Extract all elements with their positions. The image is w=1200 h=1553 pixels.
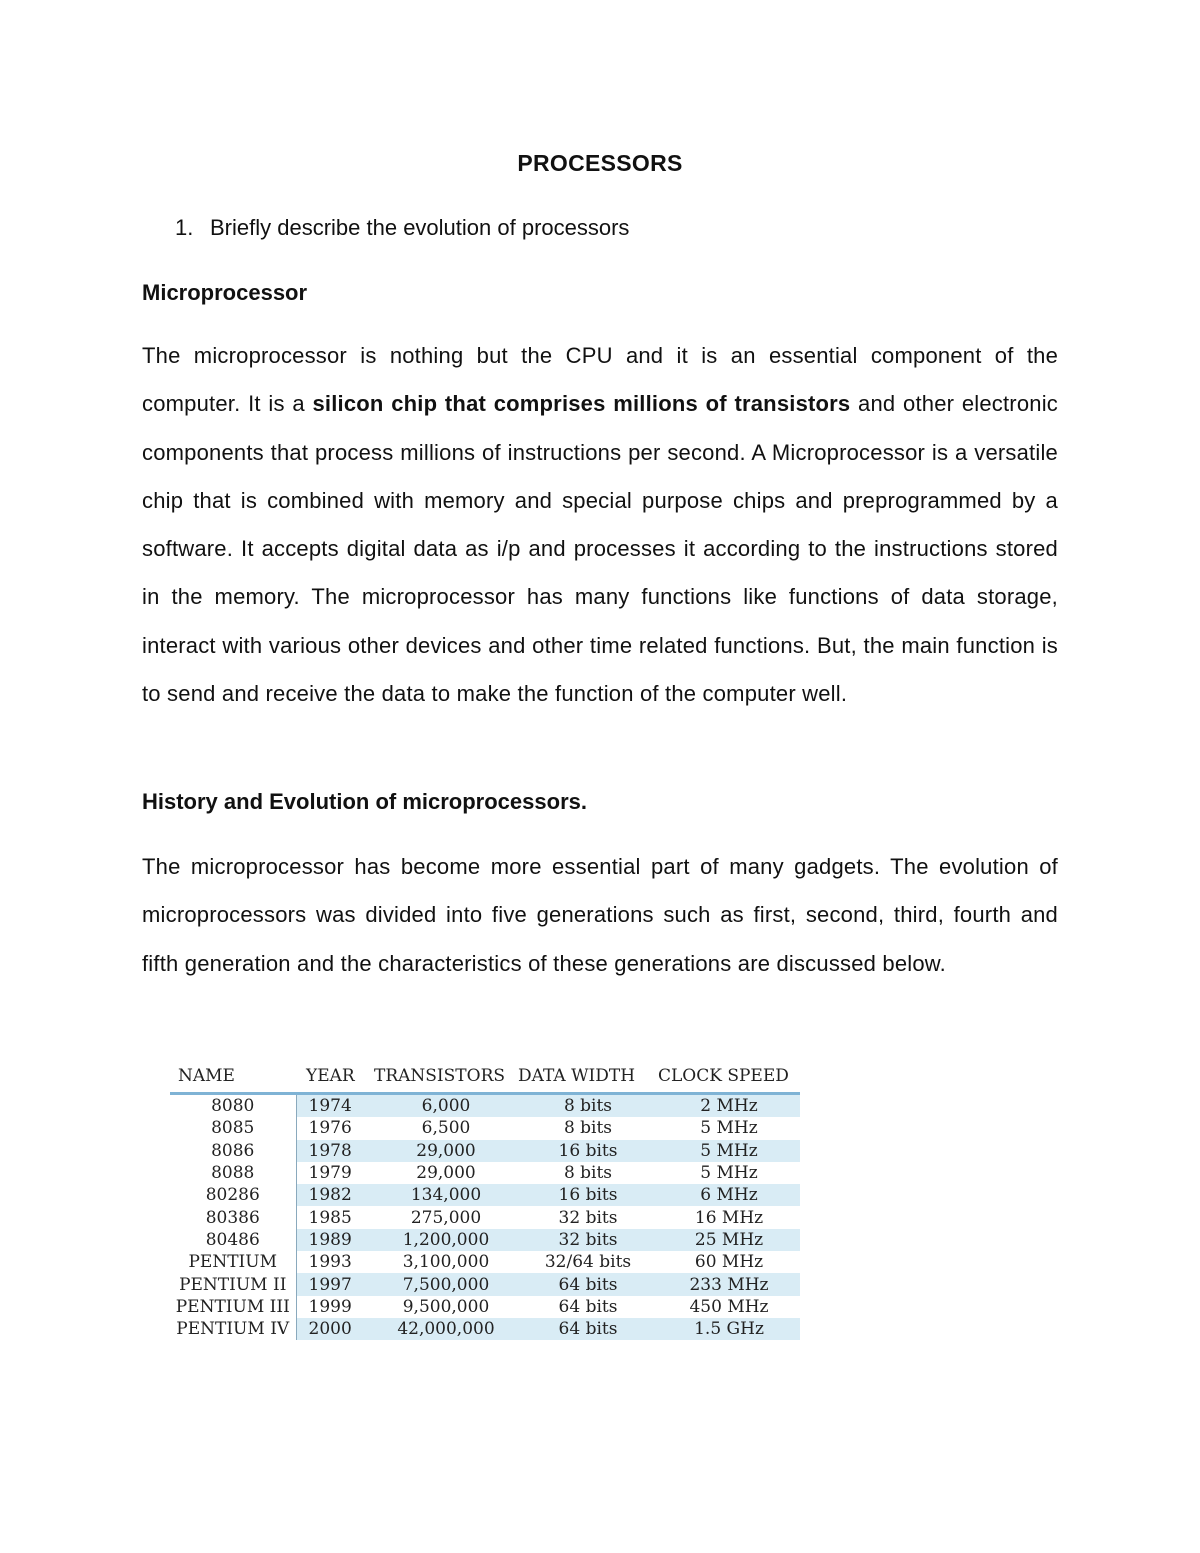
cell-data-width: 16 bits — [518, 1184, 658, 1206]
cell-clock-speed: 5 MHz — [700, 1163, 758, 1184]
cell-transistors: 1,200,000 — [374, 1229, 518, 1251]
cell-transistors: 134,000 — [374, 1184, 518, 1206]
cell-data-width: 8 bits — [563, 1118, 613, 1139]
cell-year: 1978 — [296, 1140, 374, 1162]
question-text: Briefly describe the evolution of processors — [210, 215, 630, 240]
cell-name: PENTIUM III — [170, 1296, 296, 1318]
column-header-clock-speed: CLOCK SPEED — [658, 1062, 800, 1094]
table-row — [170, 1206, 800, 1228]
paragraph-text-end: and other electronic components that process millions of instructions per second. A Microprocessor is a versatile chip that is combined with memory and special purpose chips and preprogrammed by a software. It accepts digital data as i/p and processes it according to the instructions stored in the memory. The microprocessor has many functions like functions of data storage, interact with various other devices and other time related functions. But, the main function is to send and receive the data to make the function of the computer well. — [142, 391, 1058, 707]
cell-transistors: 7,500,000 — [374, 1273, 518, 1295]
cell-data-width: 64 bits — [518, 1273, 658, 1295]
cell-name: 8086 — [170, 1140, 296, 1162]
microprocessor-paragraph — [142, 332, 1058, 718]
cell-transistors: 3,100,000 — [402, 1252, 490, 1273]
cell-transistors: 6,500 — [421, 1118, 471, 1139]
cell-year: 1985 — [308, 1207, 352, 1228]
section-heading-microprocessor: Microprocessor — [142, 280, 308, 305]
column-header-name: NAME — [170, 1062, 296, 1094]
column-header-year: YEAR — [296, 1062, 374, 1094]
table-row — [170, 1094, 800, 1118]
paragraph-text-start: The microprocessor is nothing but the CPU and it is an essential component of the computer. It is a — [142, 343, 1058, 417]
table-header-row — [170, 1062, 800, 1094]
cell-data-width: 32 bits — [558, 1207, 618, 1228]
table-row — [170, 1318, 800, 1340]
table-row — [170, 1117, 800, 1139]
cell-clock-speed: 450 MHz — [689, 1296, 769, 1317]
cell-year: 1974 — [296, 1094, 374, 1118]
cell-name: PENTIUM — [170, 1251, 296, 1273]
cell-data-width: 64 bits — [518, 1318, 658, 1340]
cell-data-width: 8 bits — [518, 1094, 658, 1118]
table-row — [170, 1251, 800, 1273]
table-row — [170, 1273, 800, 1295]
cell-name: 80286 — [170, 1184, 296, 1206]
table-row — [170, 1162, 800, 1184]
cell-data-width: 64 bits — [558, 1296, 618, 1317]
cell-data-width: 32/64 bits — [544, 1252, 632, 1273]
cell-clock-speed: 1.5 GHz — [658, 1318, 800, 1340]
cell-clock-speed: 5 MHz — [658, 1140, 800, 1162]
cell-year: 1989 — [296, 1229, 374, 1251]
cell-year: 1999 — [308, 1296, 352, 1317]
cell-name: 80486 — [170, 1229, 296, 1251]
cell-clock-speed: 2 MHz — [658, 1094, 800, 1118]
cell-clock-speed: 60 MHz — [694, 1252, 764, 1273]
table-row — [170, 1184, 800, 1206]
table-row — [170, 1296, 800, 1318]
page-title: PROCESSORS — [517, 150, 683, 176]
column-header-transistors: TRANSISTORS — [374, 1062, 518, 1094]
cell-name: 80386 — [170, 1206, 296, 1228]
cell-year: 1982 — [296, 1184, 374, 1206]
cell-year: 1997 — [296, 1273, 374, 1295]
cell-name: 8080 — [170, 1094, 296, 1118]
table-row — [170, 1140, 800, 1162]
cell-name: PENTIUM II — [170, 1273, 296, 1295]
cell-clock-speed: 233 MHz — [658, 1273, 800, 1295]
cell-name: 8088 — [170, 1162, 296, 1184]
processor-table — [170, 1062, 789, 1340]
cell-clock-speed: 25 MHz — [658, 1229, 800, 1251]
cell-transistors: 29,000 — [374, 1140, 518, 1162]
cell-clock-speed: 16 MHz — [694, 1207, 764, 1228]
cell-clock-speed: 5 MHz — [700, 1118, 758, 1139]
table-row — [170, 1229, 800, 1251]
paragraph-bold-text: silicon chip that comprises millions of transistors — [312, 391, 851, 417]
cell-transistors: 275,000 — [410, 1207, 482, 1228]
cell-data-width: 16 bits — [518, 1140, 658, 1162]
cell-transistors: 6,000 — [374, 1094, 518, 1118]
section-heading-history: History and Evolution of microprocessors. — [142, 789, 587, 814]
column-header-data-width: DATA WIDTH — [518, 1062, 658, 1094]
cell-data-width: 32 bits — [518, 1229, 658, 1251]
cell-data-width: 8 bits — [563, 1163, 613, 1184]
cell-year: 1976 — [308, 1118, 352, 1139]
cell-transistors: 29,000 — [416, 1163, 476, 1184]
history-paragraph: The microprocessor has become more essential part of many gadgets. The evolution of microprocessors was divided into five generations such as first, second, third, fourth and fifth generation and the characteristics of these generations are discussed below. — [142, 854, 1058, 976]
cell-name: 8085 — [170, 1117, 296, 1139]
cell-name: PENTIUM IV — [170, 1318, 296, 1340]
cell-year: 2000 — [296, 1318, 374, 1340]
cell-transistors: 42,000,000 — [374, 1318, 518, 1340]
cell-year: 1979 — [308, 1163, 352, 1184]
question-number: 1. — [175, 215, 194, 240]
cell-clock-speed: 6 MHz — [658, 1184, 800, 1206]
cell-year: 1993 — [308, 1252, 352, 1273]
cell-transistors: 9,500,000 — [402, 1296, 490, 1317]
